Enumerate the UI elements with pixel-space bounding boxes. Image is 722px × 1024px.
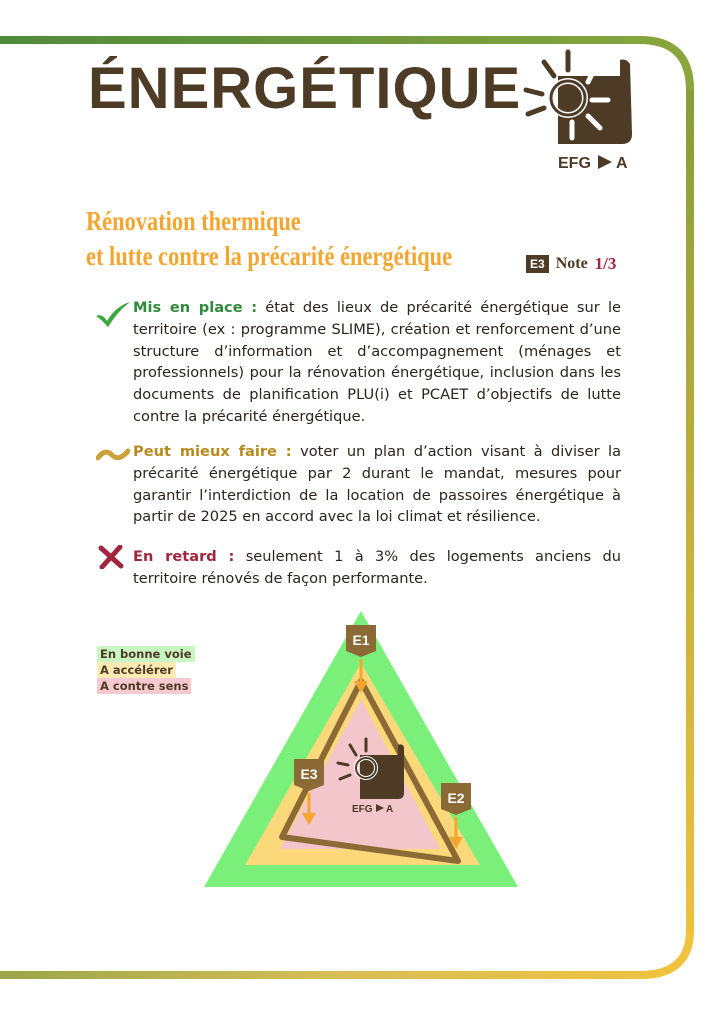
section-code: E3 <box>526 255 549 273</box>
logo-label-end: A <box>616 155 628 172</box>
legend <box>97 646 195 694</box>
sun-icon <box>526 52 632 144</box>
cross-icon <box>98 545 124 569</box>
status-item-done <box>133 297 621 428</box>
page-title: ÉNERGÉTIQUE <box>88 56 522 121</box>
check-icon <box>94 302 132 328</box>
note-label: Note <box>555 255 588 272</box>
status-item-partial <box>133 441 621 528</box>
item-head: Peut mieux faire : <box>133 443 292 460</box>
section-title <box>86 204 452 274</box>
item-text: état des lieux de précarité énergétique sur le territoire (ex : programme SLIME), création et renforcement d’une structure d’information et d’accompagnement (ménages et professionnels) pour la rénovation énergétique, inclusion dans les documents de planification PLU(i) et PCAET d’objectifs de lutte contre la précarité énergétique. <box>133 299 621 425</box>
wave-icon <box>96 446 130 464</box>
legend-item-accelerate: A accélérer <box>97 662 176 678</box>
section-title-line2: et lutte contre la précarité énergétique <box>86 241 453 271</box>
logo-label: EFG <box>558 155 591 172</box>
item-text: voter un plan d’action visant à diviser la précarité énergétique par 2 durant le mandat, mesures pour garantir l’interdiction de la location de passoires énergétique à partir de 2025 en accord avec la loi climat et résilience. <box>133 443 622 526</box>
item-head: En retard : <box>133 548 235 565</box>
efga-logo <box>522 48 634 174</box>
status-item-late <box>133 546 621 590</box>
legend-item-good: En bonne voie <box>97 646 195 662</box>
marker-label: E2 <box>447 790 465 806</box>
evaluation-triangle <box>190 605 535 895</box>
marker-label: E1 <box>352 632 370 648</box>
note-block <box>526 254 616 274</box>
item-head: Mis en place : <box>133 299 258 316</box>
arrow-icon <box>598 155 612 169</box>
section-title-line1: Rénovation thermique <box>86 206 301 236</box>
legend-item-wrong-way: A contre sens <box>97 678 191 694</box>
note-value: 1/3 <box>594 254 617 273</box>
center-logo-label: EFG <box>352 804 373 815</box>
center-logo-label-end: A <box>386 804 394 815</box>
item-text: seulement 1 à 3% des logements anciens du territoire rénovés de façon performante. <box>133 548 622 587</box>
marker-label: E3 <box>300 766 318 782</box>
